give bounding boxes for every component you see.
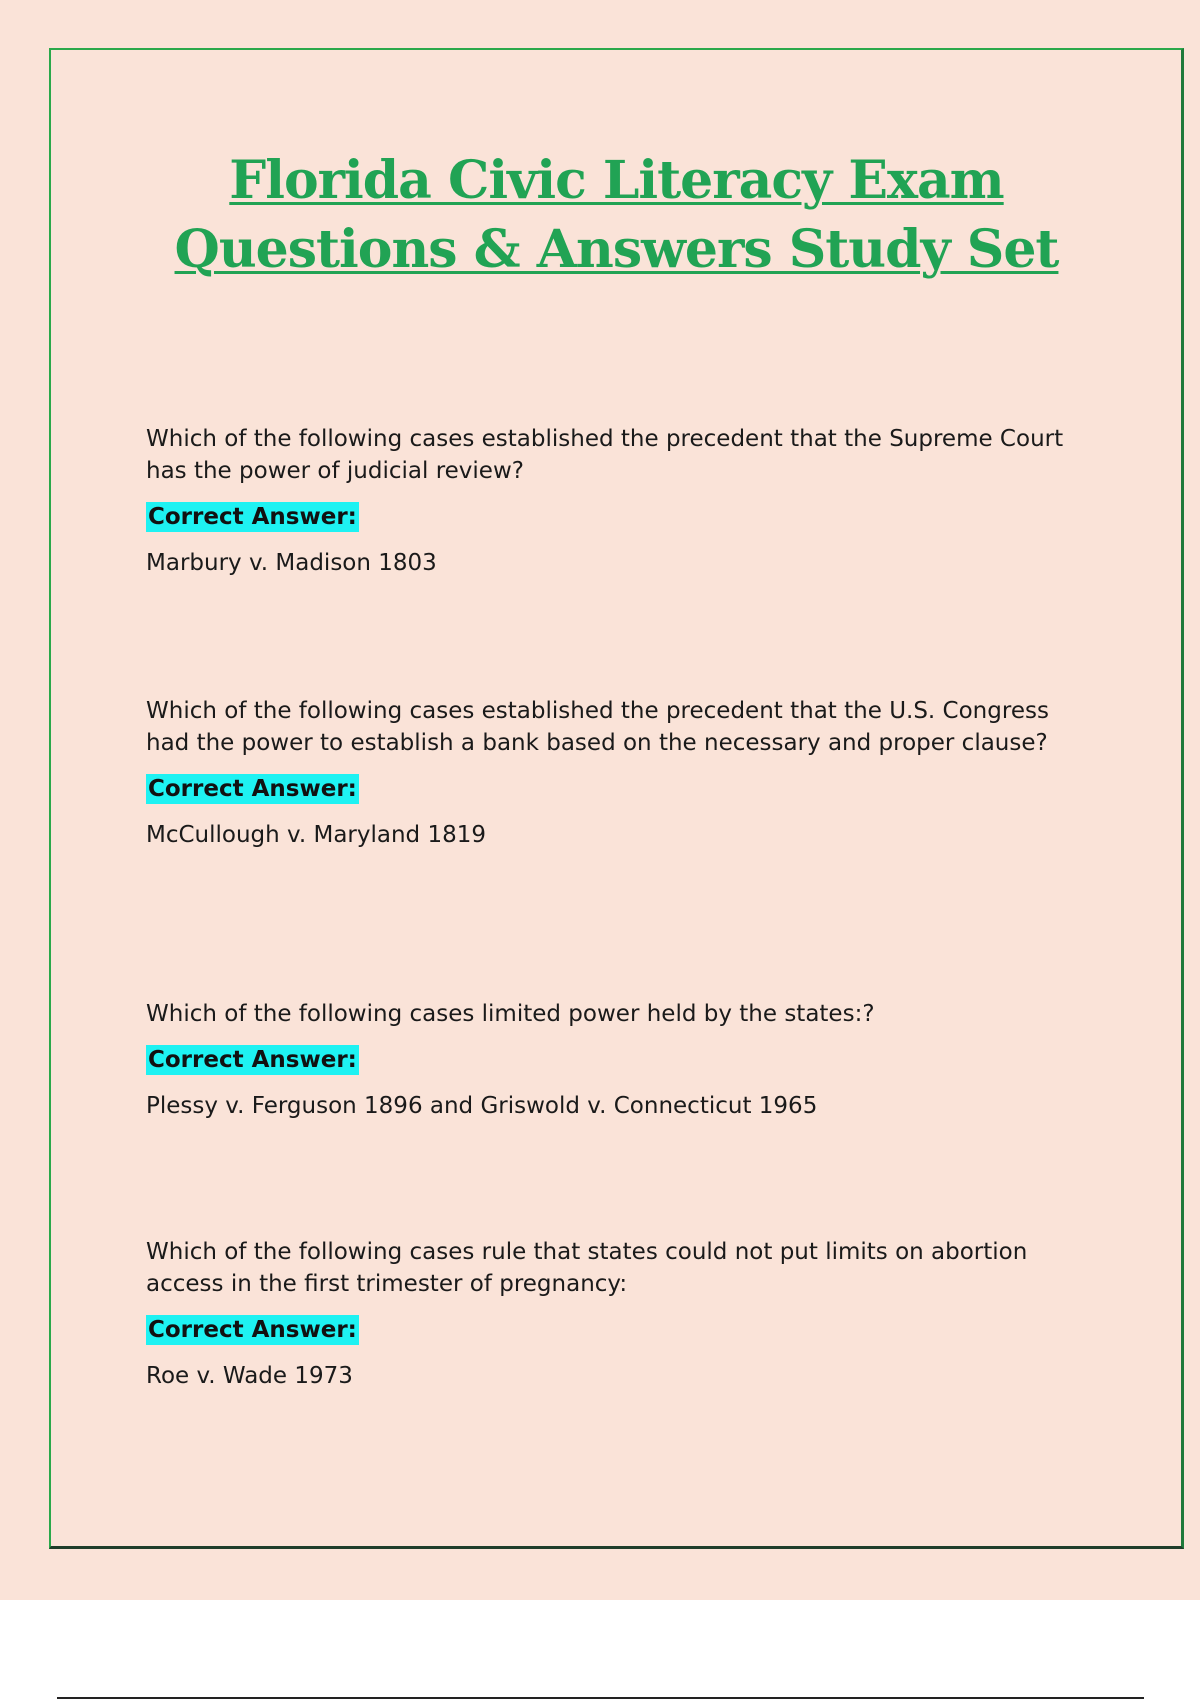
title-line-2: Questions & Answers Study Set: [174, 219, 1059, 280]
correct-answer-label: Correct Answer:: [148, 776, 357, 802]
correct-answer-label: Correct Answer:: [148, 504, 357, 530]
title-line-1: Florida Civic Literacy Exam: [229, 150, 1004, 211]
answer-text: Roe v. Wade 1973: [146, 1363, 353, 1389]
question-text: Which of the following cases limited power held by the states:?: [146, 1001, 875, 1027]
correct-answer-label: Correct Answer:: [148, 1047, 357, 1073]
answer-text: Plessy v. Ferguson 1896 and Griswold v. Connecticut 1965: [146, 1093, 818, 1119]
qa-item: [146, 998, 1096, 1122]
document-title: [0, 146, 1200, 284]
question-text: Which of the following cases established the precedent that the U.S. Congress had the power to establish a bank based on the necessary and proper clause?: [146, 698, 1049, 756]
question-text: Which of the following cases rule that states could not put limits on abortion access in the first trimester of pregnancy:: [146, 1239, 1028, 1297]
qa-item: [146, 695, 1096, 851]
qa-item: [146, 1236, 1096, 1392]
footer-divider: [57, 1697, 1144, 1699]
correct-answer-label: Correct Answer:: [148, 1317, 357, 1343]
question-text: Which of the following cases established the precedent that the Supreme Court has the power of judicial review?: [146, 426, 1064, 484]
qa-item: [146, 423, 1096, 579]
answer-text: Marbury v. Madison 1803: [146, 550, 437, 576]
answer-text: McCullough v. Maryland 1819: [146, 822, 487, 848]
